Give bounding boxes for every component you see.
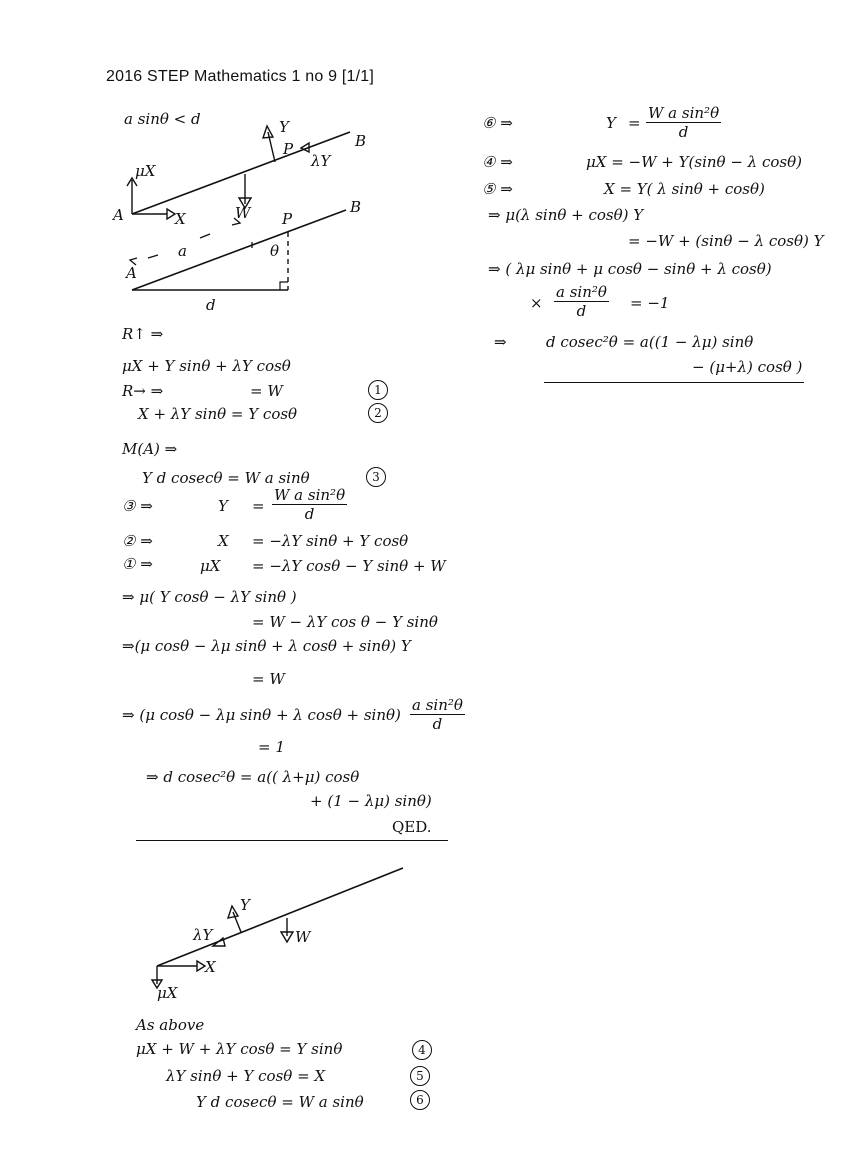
diagram1-muX-label: μX [135, 162, 156, 180]
right-X-expression: X = Y( λ sinθ + cosθ) [604, 180, 765, 198]
equation-number-1: 1 [368, 380, 388, 400]
working-line-4: = W [252, 670, 285, 688]
working-line-5: ⇒ (μ cosθ − λμ sinθ + λ cosθ + sinθ) [122, 706, 401, 724]
step-from-3: ③ ⇒ [122, 497, 153, 515]
right-Y-symbol: Y [606, 114, 616, 132]
X-expression: = −λY sinθ + Y cosθ [252, 532, 409, 550]
equation-vertical-lhs: μX + Y sinθ + λY cosθ [122, 357, 291, 375]
geometry-diagram [110, 198, 370, 318]
diagram1-P-label: P [283, 140, 294, 158]
diagram3-X-label: X [205, 958, 216, 976]
equals-sign: = [252, 497, 265, 515]
equation-5: λY sinθ + Y cosθ = X [166, 1067, 326, 1085]
right-working-line-1: ⇒ μ(λ sinθ + cosθ) Y [488, 206, 644, 224]
diagram1-Y-label: Y [279, 118, 289, 136]
diagram1-lamY-label: λY [311, 152, 331, 170]
muX-symbol: μX [200, 557, 221, 575]
step-from-1: ① ⇒ [122, 555, 153, 573]
equation-6: Y d cosecθ = W a sinθ [196, 1093, 364, 1111]
right-working-fraction: $\frac{\text{a sin²θ}}{d}$ [556, 283, 607, 320]
diagram1-A-label: A [113, 206, 124, 224]
page-header: 2016 STEP Mathematics 1 no 9 [1/1] [106, 68, 374, 85]
muX-expression: = −λY cosθ − Y sinθ + W [252, 557, 446, 575]
right-result-line-1: d cosec²θ = a((1 − λμ) sinθ [546, 333, 754, 351]
right-muX-expression: μX = −W + Y(sinθ − λ cosθ) [586, 153, 802, 171]
diagram3-muX-label: μX [157, 984, 178, 1002]
working-line-1: ⇒ μ( Y cosθ − λY sinθ ) [122, 588, 297, 606]
diagram2-A-label: A [126, 264, 137, 282]
resolve-right-heading: R→ ⇒ [122, 382, 164, 400]
right-equals-sign: = [628, 114, 641, 132]
step-from-2: ② ⇒ [122, 532, 153, 550]
diagram2-theta-label: θ [270, 242, 280, 260]
Y-symbol: Y [218, 497, 228, 515]
working-line-2: = W − λY cos θ − Y sinθ [252, 613, 438, 631]
condition-text: a sinθ < d [124, 110, 201, 128]
section-divider [136, 840, 448, 841]
equation-horizontal: X + λY sinθ = Y cosθ [138, 405, 298, 423]
equation-number-5: 5 [410, 1066, 430, 1086]
diagram1-B-label: B [355, 132, 367, 150]
diagram3-Y-label: Y [240, 896, 250, 914]
diagram3-W-label: W [295, 928, 311, 946]
working-line-3: ⇒(μ cosθ − λμ sinθ + λ cosθ + sinθ) Y [122, 637, 411, 655]
equation-number-6: 6 [410, 1090, 430, 1110]
right-implies: ⇒ [494, 333, 507, 351]
diagram1-X-label: X [175, 210, 186, 228]
as-above-note: As above [136, 1016, 205, 1034]
moments-heading: M(A) ⇒ [122, 440, 178, 458]
diagram2-a-label: a [178, 242, 187, 260]
diagram2-P-label: P [282, 210, 293, 228]
step-from-6: ⑥ ⇒ [482, 114, 513, 132]
equation-number-2: 2 [368, 403, 388, 423]
Y-fraction: $\frac{\text{W a sin²θ}}{d}$ [274, 486, 346, 523]
diagram1-W-label: W [235, 204, 251, 222]
diagram3-lamY-label: λY [193, 926, 213, 944]
working-line-5-fraction: $\frac{\text{a sin²θ}}{d}$ [412, 696, 463, 733]
X-symbol: X [218, 532, 229, 550]
result-line-2: + (1 − λμ) sinθ) [310, 792, 432, 810]
force-diagram-second-case [145, 862, 415, 1002]
qed-mark: QED. [392, 818, 432, 836]
result-line-1: ⇒ d cosec²θ = a(( λ+μ) cosθ [146, 768, 360, 786]
resolve-up-heading: R↑ ⇒ [122, 325, 164, 343]
equation-number-3: 3 [366, 467, 386, 487]
right-working-line-2: = −W + (sinθ − λ cosθ) Y [628, 232, 824, 250]
right-working-rhs: = −1 [630, 294, 670, 312]
diagram2-B-label: B [350, 198, 362, 216]
right-working-line-3: ⇒ ( λμ sinθ + μ cosθ − sinθ + λ cosθ) [488, 260, 772, 278]
right-times-sign: × [530, 294, 543, 312]
diagram2-d-label: d [206, 296, 216, 314]
working-line-6: = 1 [258, 738, 285, 756]
right-result-underline [544, 382, 804, 383]
equation-moments: Y d cosecθ = W a sinθ [142, 469, 310, 487]
equation-4: μX + W + λY cosθ = Y sinθ [136, 1040, 343, 1058]
step-from-4: ④ ⇒ [482, 153, 513, 171]
equation-vertical-rhs: = W [250, 382, 283, 400]
right-Y-fraction: $\frac{\text{W a sin²θ}}{d}$ [648, 104, 720, 141]
right-result-line-2: − (μ+λ) cosθ ) [692, 358, 803, 376]
equation-number-4: 4 [412, 1040, 432, 1060]
step-from-5: ⑤ ⇒ [482, 180, 513, 198]
